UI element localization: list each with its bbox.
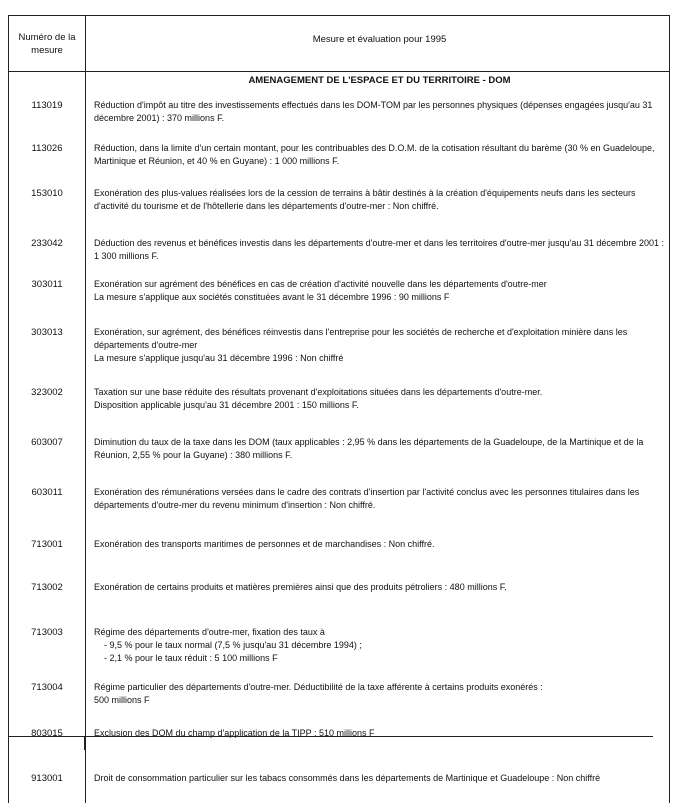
description-line: Exonération des transports maritimes de personnes et de marchandises : Non chiffré.: [94, 539, 435, 549]
description-line: Réduction, dans la limite d'un certain montant, pour les contribuables des D.O.M. de la cotisation résultant du barème (30 % en Guadeloupe, Martinique et Réunion, et 40 % en Guyane) : 1 000 millions F.: [94, 143, 655, 166]
measure-number: 913001: [9, 760, 86, 803]
measure-number: 713003: [9, 610, 86, 667]
measure-description: [86, 132, 669, 175]
description-line: Régime des départements d'outre-mer, fixation des taux à: [94, 627, 325, 637]
description-line: Droit de consommation particulier sur les tabacs consommés dans les départements de Martinique et Guadeloupe : Non chiffré: [94, 773, 601, 783]
description-line: Exonération des rémunérations versées dans le cadre des contrats d'insertion par l'activité conclus avec les personnes titulaires dans les départements d'outre-mer du revenu minimum d'insertion : Non chiffré.: [94, 487, 640, 510]
measure-number: 323002: [9, 374, 86, 424]
measure-description: [86, 524, 669, 567]
measure-description: [86, 318, 669, 374]
table-bottom-border: [8, 736, 653, 737]
measure-description: [86, 667, 669, 717]
description-line: 500 millions F: [94, 695, 150, 705]
measure-number: 713002: [9, 567, 86, 610]
table-row: [9, 175, 669, 225]
description-line: Exclusion des DOM du champ d'application de la TIPP : 510 millions F: [94, 728, 375, 738]
description-line: Réduction d'impôt au titre des investissements effectués dans les DOM-TOM par les personnes physiques (dépenses engagées jusqu'au 31 décembre 2001) : 370 millions F.: [94, 100, 653, 123]
table-row: [9, 268, 669, 318]
measure-description: [86, 567, 669, 610]
description-line: Régime particulier des départements d'outre-mer. Déductibilité de la taxe afférente à certains produits exonérés :: [94, 682, 543, 692]
table-header: [9, 16, 669, 72]
table-row: [9, 132, 669, 175]
header-description: Mesure et évaluation pour 1995: [312, 34, 447, 45]
measure-number: 113026: [9, 132, 86, 175]
table-row: [9, 89, 669, 132]
description-line: - 2,1 % pour le taux réduit : 5 100 millions F: [104, 653, 278, 663]
table-body: [9, 89, 669, 803]
measure-number: 153010: [9, 175, 86, 225]
table-row: [9, 610, 669, 667]
measure-description: [86, 474, 669, 524]
description-line: Exonération, sur agrément, des bénéfices réinvestis dans l'entreprise pour les sociétés de recherche et d'exploitation minière dans les départements d'outre-mer: [94, 327, 628, 350]
description-line: Exonération des plus-values réalisées lors de la cession de terrains à bâtir destinés à la création d'équipements neufs dans les secteurs d'activité du tourisme et de l'hôtellerie dans les départements d'outre-mer : Non chiffré.: [94, 188, 636, 211]
description-line: Taxation sur une base réduite des résultats provenant d'exploitations situées dans les départements d'outre-mer.: [94, 387, 543, 397]
measure-number: 303013: [9, 318, 86, 374]
measure-description: [86, 760, 669, 803]
measure-number: 603007: [9, 424, 86, 474]
measure-description: [86, 268, 669, 318]
measures-table: [8, 15, 670, 803]
section-row: [9, 72, 669, 89]
measure-description: [86, 89, 669, 132]
table-row: [9, 567, 669, 610]
table-row: [9, 318, 669, 374]
measure-number: 803015: [9, 717, 86, 760]
table-row: [9, 667, 669, 717]
measure-description: [86, 374, 669, 424]
measure-number: 113019: [9, 89, 86, 132]
description-line: Exonération sur agrément des bénéfices en cas de création d'activité nouvelle dans les départements d'outre-mer: [94, 279, 547, 289]
measure-number: 603011: [9, 474, 86, 524]
description-line: Déduction des revenus et bénéfices investis dans les départements d'outre-mer et dans les territoires d'outre-mer jusqu'au 31 décembre 2001 : 1 300 millions F.: [94, 238, 664, 261]
description-line: Diminution du taux de la taxe dans les DOM (taux applicables : 2,95 % dans les départements de la Guadeloupe, de la Martinique et de la Réunion, 2,55 % pour la Guyane) : 380 millions F.: [94, 437, 644, 460]
table-row: [9, 524, 669, 567]
measure-number: 713001: [9, 524, 86, 567]
measure-number: 303011: [9, 268, 86, 318]
description-line: Exonération de certains produits et matières premières ainsi que des produits pétroliers : 480 millions F.: [94, 582, 507, 592]
measure-number: 233042: [9, 225, 86, 268]
table-row: [9, 424, 669, 474]
description-line: Disposition applicable jusqu'au 31 décembre 2001 : 150 millions F.: [94, 400, 359, 410]
measure-description: [86, 610, 669, 667]
measure-number: 713004: [9, 667, 86, 717]
description-line: La mesure s'applique aux sociétés constituées avant le 31 décembre 1996 : 90 millions F: [94, 292, 450, 302]
table-row: [9, 374, 669, 424]
measure-description: [86, 225, 669, 268]
measure-description: [86, 175, 669, 225]
description-line: La mesure s'applique jusqu'au 31 décembre 1996 : Non chiffré: [94, 353, 344, 363]
table-row: [9, 474, 669, 524]
measure-description: [86, 424, 669, 474]
section-title: AMENAGEMENT DE L'ESPACE ET DU TERRITOIRE - DOM: [248, 75, 511, 86]
table-row: [9, 760, 669, 803]
table-row: [9, 717, 669, 760]
measure-description: [86, 717, 669, 760]
header-number: Numéro de la mesure: [9, 16, 86, 71]
description-line: - 9,5 % pour le taux normal (7,5 % jusqu'au 31 décembre 1994) ;: [104, 640, 362, 650]
table-row: [9, 225, 669, 268]
